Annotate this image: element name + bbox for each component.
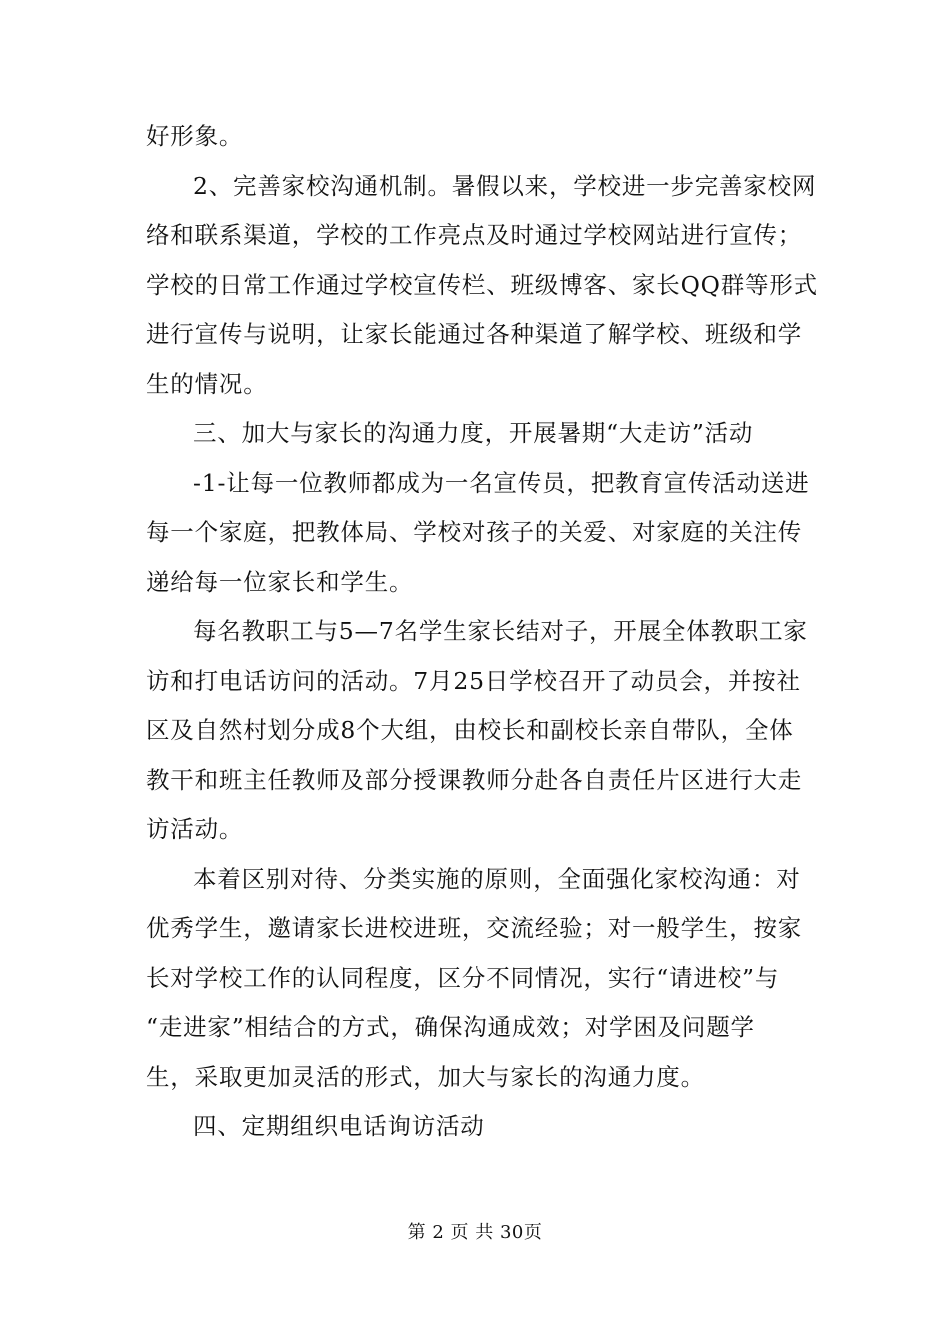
page-footer: 第 2 页 共 30页 [407, 1222, 543, 1243]
text-line: 生的情况。 [146, 369, 268, 398]
text-line: 生，采取更加灵活的形式，加大与家长的沟通力度。 [146, 1062, 705, 1091]
text-line: 教干和班主任教师及部分授课教师分赴各自责任片区进行大走 [146, 765, 803, 794]
text-line: -1-让每一位教师都成为一名宣传员，把教育宣传活动送进 [193, 468, 810, 497]
text-line: 四、定期组织电话询访活动 [193, 1112, 485, 1140]
text-line: 本着区别对待、分类实施的原则，全面强化家校沟通：对 [193, 864, 801, 893]
text-line: 进行宣传与说明，让家长能通过各种渠道了解学校、班级和学 [146, 320, 803, 348]
text-line: 学校的日常工作通过学校宣传栏、班级博客、家长QQ群等形式 [146, 270, 818, 299]
text-line: 区及自然村划分成8个大组，由校长和副校长亲自带队，全体 [146, 716, 794, 744]
text-line: 2、完善家校沟通机制。暑假以来，学校进一步完善家校网 [193, 171, 817, 200]
text-line: 递给每一位家长和学生。 [146, 567, 414, 596]
text-line: 每一个家庭，把教体局、学校对孩子的关爱、对家庭的关注传 [146, 518, 803, 546]
document-body [146, 112, 818, 1152]
text-line: 三、加大与家长的沟通力度，开展暑期“大走访”活动 [193, 419, 754, 447]
text-line: 好形象。 [146, 122, 244, 150]
text-line: 优秀学生，邀请家长进校进班，交流经验；对一般学生，按家 [146, 914, 803, 942]
text-line: 每名教职工与5—7名学生家长结对子，开展全体教职工家 [193, 617, 808, 645]
text-line: 访和打电话访问的活动。7月25日学校召开了动员会，并按社 [146, 666, 801, 695]
text-line: 络和联系渠道，学校的工作亮点及时通过学校网站进行宣传； [146, 221, 803, 249]
text-line: 长对学校工作的认同程度，区分不同情况，实行“请进校”与 [146, 963, 780, 992]
text-line: “走进家”相结合的方式，确保沟通成效；对学困及问题学 [146, 1013, 755, 1041]
text-line: 访活动。 [146, 815, 244, 843]
